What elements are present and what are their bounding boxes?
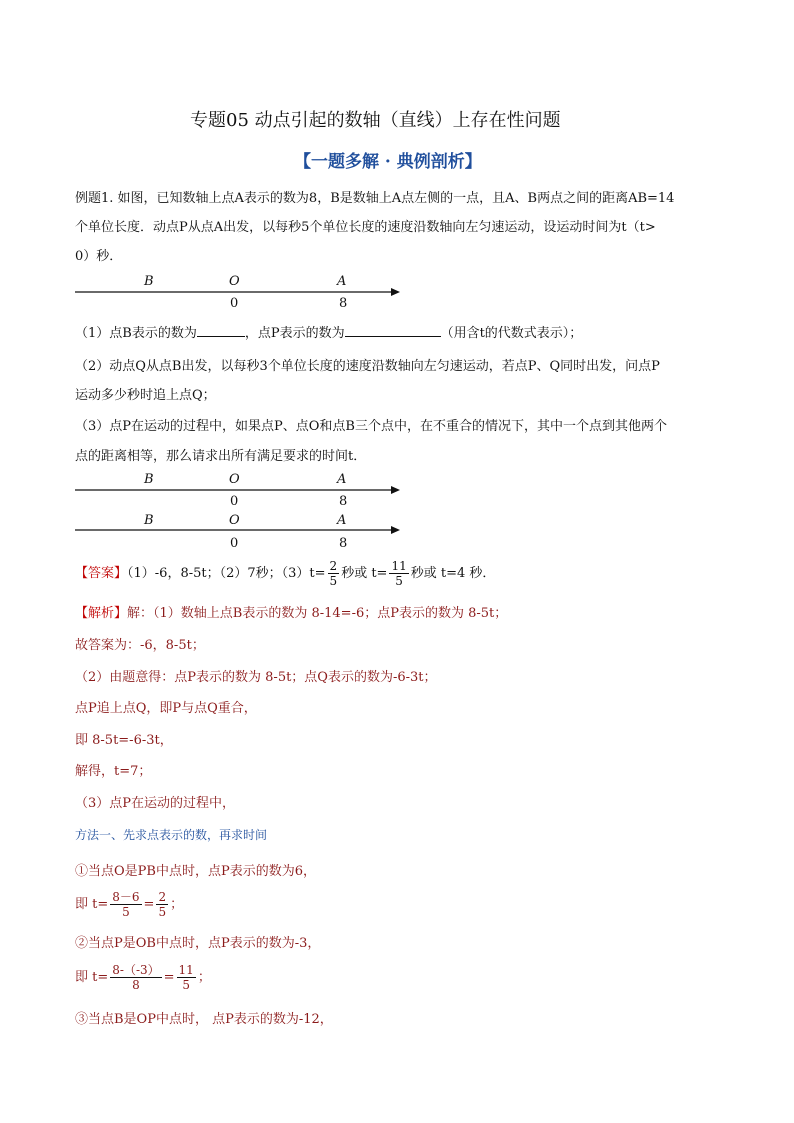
point-a-label: A (337, 513, 347, 528)
analysis-line-3: （2）由题意得：点P表示的数为 8-5t；点Q表示的数为-6-3t； (75, 670, 437, 685)
method-heading: 方法一、先求点表示的数，再求时间 (75, 828, 268, 842)
tick-label-0: 0 (230, 296, 239, 311)
case-1-equation: 即 t= $\frac{8-6}{5}$ = $\frac{2}{5}$ ； (75, 890, 184, 919)
problem-line-3: 0）秒． (75, 249, 123, 264)
point-b-label: B (144, 472, 154, 487)
point-b-label: B (144, 513, 154, 528)
answer-line (75, 558, 495, 590)
fraction: $\frac{8-6}{5}$ (112, 890, 140, 919)
question-1-part-c: （用含t的代数式表示）； (440, 326, 583, 341)
fraction: $\frac{2}{5}$ (329, 559, 338, 588)
analysis-line-7: （3）点P在运动的过程中， (75, 796, 236, 811)
analysis-line-1 (75, 602, 507, 621)
fraction: $\frac{8-(-3)}{8}$ (112, 963, 160, 992)
point-o-label: O (229, 513, 240, 528)
tick-label-0: 0 (230, 494, 239, 509)
fraction: $\frac{11}{5}$ (178, 963, 194, 992)
analysis-line-4: 点P追上点Q，即P与点Q重合， (75, 701, 257, 716)
tick-label-0: 0 (230, 536, 239, 551)
case-3: ③当点B是OP中点时， 点P表示的数为-12， (75, 1012, 333, 1027)
question-1-part-a: （1）点B表示的数为 (75, 326, 197, 341)
point-a-label: A (337, 472, 347, 487)
answer-part-2: 秒或 t= (341, 566, 388, 581)
question-3-line-1: （3）点P在运动的过程中，如果点P、点O和点B三个点中，在不重合的情况下，其中一个点到其他两个 (75, 419, 667, 434)
fraction: $\frac{11}{5}$ (391, 559, 407, 588)
analysis-line-5: 即 8-5t=-6-3t， (75, 733, 173, 748)
problem-line-1: 例题1. 如图，已知数轴上点A表示的数为8，B是数轴上A点左侧的一点，且A、B两点之间的距离AB=14 (75, 191, 675, 206)
question-1 (75, 322, 582, 341)
answer-tag: 【答案】 (75, 566, 128, 581)
point-o-label: O (229, 472, 240, 487)
case-1: ①当点O是PB中点时，点P表示的数为6， (75, 864, 316, 879)
tick-label-8: 8 (339, 296, 348, 311)
analysis-text: 解：（1）数轴上点B表示的数为 8-14=-6；点P表示的数为 8-5t； (127, 606, 508, 621)
case-2-equation: 即 t= $\frac{8-(-3)}{8}$ = $\frac{11}{5}$ ； (75, 963, 211, 992)
question-3-line-2: 点的距离相等，那么请求出所有满足要求的时间t． (75, 449, 367, 464)
problem-line-2: 个单位长度．动点P从点A出发，以每秒5个单位长度的速度沿数轴向左匀速运动，设运动时间为t（t> (75, 220, 656, 235)
point-b-label: B (144, 274, 154, 289)
analysis-line-6: 解得，t=7； (75, 764, 152, 779)
fraction: $\frac{2}{5}$ (158, 890, 167, 919)
tick-label-8: 8 (339, 536, 348, 551)
answer-part-3: 秒或 t=4 秒． (410, 566, 496, 581)
analysis-line-2: 故答案为：-6，8-5t； (75, 638, 205, 653)
answer-blank-p[interactable] (345, 324, 441, 337)
case-2: ②当点P是OB中点时，点P表示的数为-3， (75, 936, 321, 951)
analysis-tag: 【解析】 (75, 606, 128, 621)
answer-blank-b[interactable] (197, 324, 245, 337)
question-2-line-2: 运动多少秒时追上点Q； (75, 388, 216, 403)
tick-label-8: 8 (339, 494, 348, 509)
point-a-label: A (337, 274, 347, 289)
section-subtitle: 【一题多解 · 典例剖析】 (294, 152, 482, 172)
question-1-part-b: ，点P表示的数为 (244, 326, 345, 341)
question-2-line-1: （2）动点Q从点B出发，以每秒3个单位长度的速度沿数轴向左匀速运动，若点P、Q同时出发，问点P (75, 359, 660, 374)
point-o-label: O (229, 274, 240, 289)
answer-part-1: （1）-6，8-5t；（2）7秒；（3）t= (127, 566, 326, 581)
page-title: 专题05 动点引起的数轴（直线）上存在性问题 (190, 110, 561, 131)
